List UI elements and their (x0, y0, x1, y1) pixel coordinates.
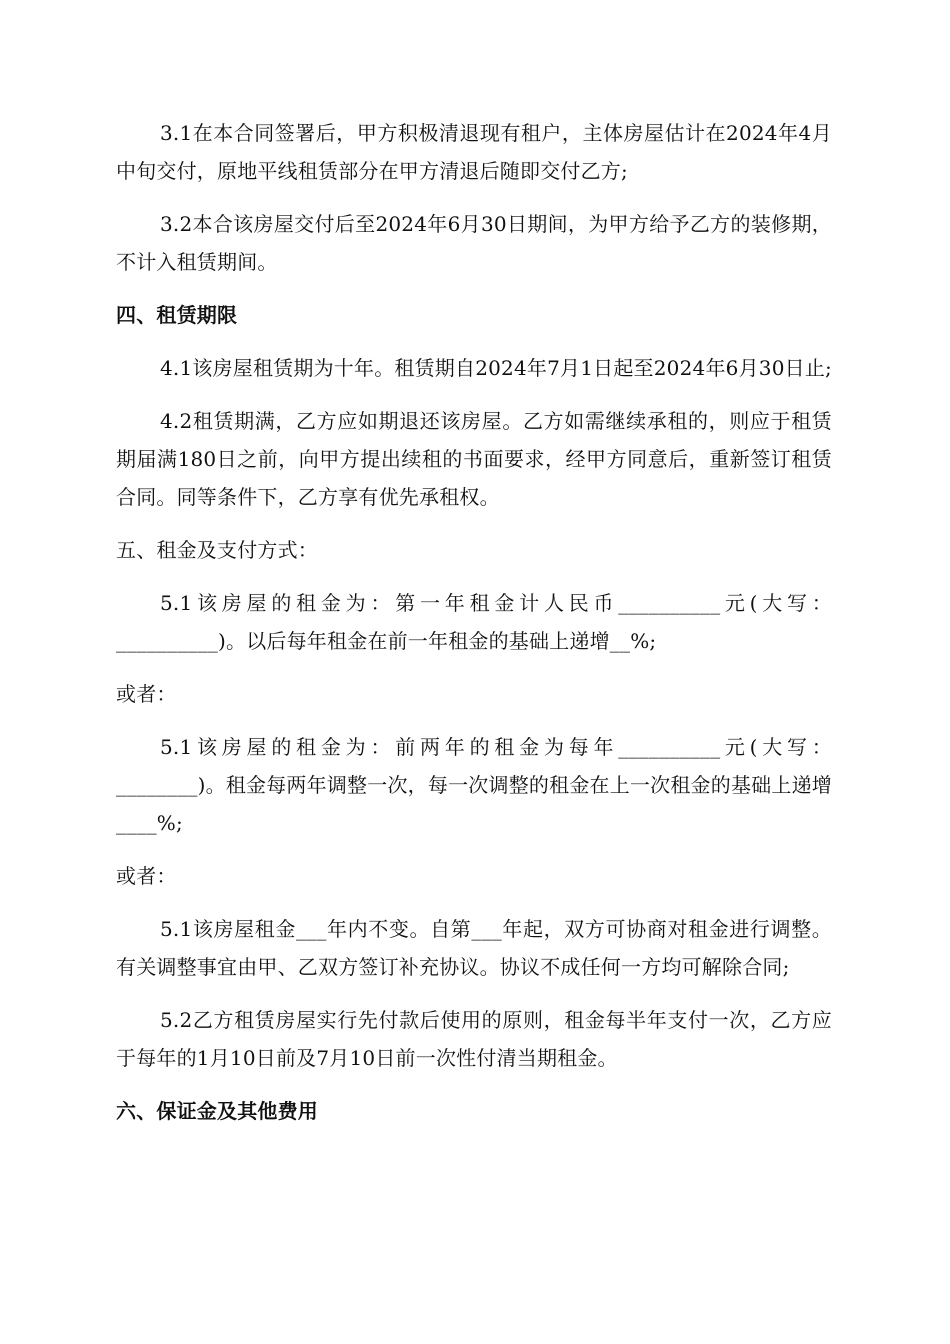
alternative-label: 或者： (116, 682, 177, 706)
section-heading-deposit-fees: 六、保证金及其他费用 (116, 1099, 318, 1123)
alternative-label: 或者： (116, 864, 177, 888)
clause-4-2: 4.2租赁期满，乙方应如期退还该房屋。乙方如需继续承租的，则应于租赁期届满180日之前，向甲方提出续租的书面要求，经甲方同意后，重新签订租赁合同。同等条件下，乙方享有优先承租权。 (116, 409, 832, 509)
clause-5-2: 5.2乙方租赁房屋实行先付款后使用的原则，租金每半年支付一次，乙方应于每年的1月10日前及7月10日前一次性付清当期租金。 (116, 1008, 832, 1070)
clause-5-1-option-a: 5.1该房屋的租金为：第一年租金计人民币__________元(大写：__________)。以后每年租金在前一年租金的基础上递增__%; (116, 591, 832, 653)
clause-5-1-option-b: 5.1该房屋的租金为：前两年的租金为每年__________元(大写：________)。租金每两年调整一次，每一次调整的租金在上一次租金的基础上递增____%; (116, 735, 832, 835)
section-heading-lease-term: 四、租赁期限 (116, 303, 238, 327)
clause-5-1-option-c: 5.1该房屋租金___年内不变。自第___年起，双方可协商对租金进行调整。有关调整事宜由甲、乙双方签订补充协议。协议不成任何一方均可解除合同; (116, 917, 832, 979)
document-body (116, 114, 832, 1145)
clause-3-1: 3.1在本合同签署后，甲方积极清退现有租户，主体房屋估计在2024年4月中旬交付，原地平线租赁部分在甲方清退后随即交付乙方; (116, 121, 832, 183)
section-heading-rent-payment: 五、租金及支付方式： (116, 538, 318, 562)
clause-3-2: 3.2本合该房屋交付后至2024年6月30日期间，为甲方给予乙方的装修期，不计入租赁期间。 (116, 212, 832, 274)
clause-4-1: 4.1该房屋租赁期为十年。租赁期自2024年7月1日起至2024年6月30日止; (160, 356, 832, 380)
